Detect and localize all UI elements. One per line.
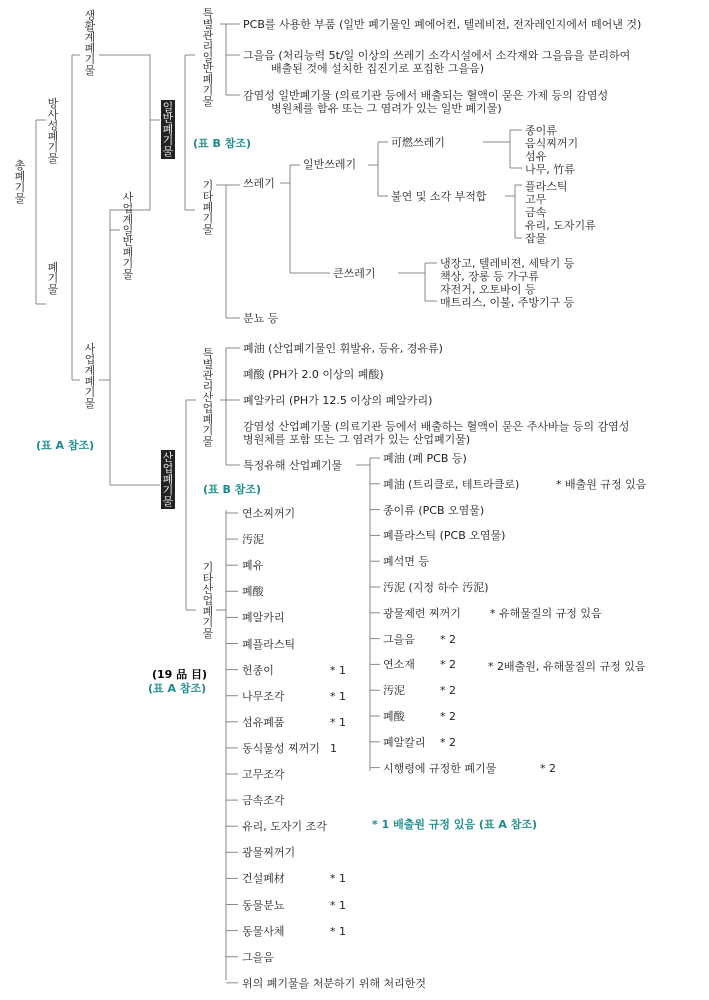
specific-hazardous-item: 그을음 [383,632,415,646]
specific-hazardous-item: 폐油 (트리클로, 테트라클로) [383,477,520,491]
note-1-label: * 1 배출원 규정 있음 (표 A 참조) [372,818,538,831]
combustible-item: 종이류 [525,124,557,137]
other-industrial-waste-node: 기타산업폐기물 [202,561,214,640]
industrial-category-node: 사업계폐기물 [84,342,96,410]
item-note: * 2 [440,632,456,646]
special-industrial-item: 감염성 산업폐기물 (의료기관 등에서 배출하는 혈액이 묻은 주사바늘 등의 감염성 병원체를 포함 또는 그 염려가 있는 산업폐기물) [243,420,630,446]
other-industrial-item: 건설폐材 [242,872,285,886]
item-note: * 1 [330,872,346,886]
bulky-item: 책상, 장롱 등 가구류 [440,270,539,283]
noncombustible-item: 플라스틱 [525,180,568,193]
other-industrial-item: 헌종이 [242,663,274,677]
noncombustible-item: 금속 [525,206,547,219]
waste-node: 폐기물 [47,261,59,296]
other-industrial-item: 위의 폐기물을 처분하기 위해 처리한것 [242,976,427,990]
other-industrial-item: 금속조각 [242,794,285,808]
combustible-item: 나무, 竹류 [525,163,575,176]
specific-hazardous-item: 汚泥 (지정 하수 汚泥) [383,581,489,594]
special-industrial-item: 폐油 (산업폐기물인 휘발유, 등유, 경유류) [243,342,443,355]
item-note: * 1 [330,898,346,912]
item-note: * 1 [330,715,346,729]
bulky-item: 냉장고, 텔레비젼, 세탁기 등 [440,257,575,270]
specific-hazardous-item: 시행령에 규정한 폐기물 [383,761,497,775]
item-note: * 1 [330,924,346,938]
bulky-item: 자전거, 오토바이 등 [440,283,536,296]
other-industrial-item: 폐酸 [242,585,264,599]
other-waste-node: 기타폐기물 [202,179,214,236]
other-industrial-item: 동식물성 찌꺼기 [242,741,320,755]
combustible-item: 섬유 [525,150,547,163]
item-note: * 유해물질의 규정 있음 [490,606,602,620]
industrial-general-waste-node: 사업계일반폐기물 [122,191,134,281]
total-waste-node: 총폐기물 [14,159,26,205]
ref-table-a-19: (표 A 참조) [148,682,207,695]
household-waste-node: 생활계폐기물 [84,9,96,77]
specific-hazardous-node: 특정유해 산업폐기물 [243,459,343,472]
item-note: 1 [330,741,337,755]
item-note: * 2 [540,761,556,775]
general-waste-node: 일반폐기물 [162,101,174,158]
special-general-item: PCB를 사용한 부품 (일반 폐기물인 폐에어컨, 텔레비젼, 전자레인지에서 떼어낸 것) [243,18,642,31]
other-industrial-item: 폐유 [242,559,264,573]
specific-hazardous-item: 연소재 [383,658,415,672]
noncombustible-item: 고무 [525,193,547,206]
industrial-waste-node: 산업폐기물 [162,451,174,508]
other-industrial-item: 汚泥 [242,533,264,547]
specific-hazardous-item: 폐플라스틱 (PCB 오염물) [383,529,506,543]
item-note: * 1 [330,663,346,677]
specific-hazardous-item: 폐油 (폐 PCB 등) [383,452,467,465]
item-note: * 2 [440,735,456,749]
other-industrial-item: 연소찌꺼기 [242,507,296,520]
noncombustible-item: 잡물 [525,232,547,245]
ref-table-b-top: (표 B 참조) [193,137,251,150]
item-note: * 배출원 규정 있음 [556,477,647,491]
ref-table-b-mid: (표 B 참조) [203,483,261,496]
special-industrial-item: 폐알카리 (PH가 12.5 이상의 폐알카리) [243,394,433,407]
other-industrial-item: 동물사체 [242,924,285,938]
other-industrial-item: 유리, 도자기 조각 [242,820,327,834]
specific-hazardous-item: 폐석면 등 [383,555,430,569]
cinders-extra-note: * 2배출원, 유해물질의 규정 있음 [488,660,646,673]
nineteen-items-label: (19 品 目) [152,668,208,681]
special-general-item: 감염성 일반폐기물 (의료기관 등에서 배출되는 혈액이 묻은 가제 등의 감염성 병원체를 함유 또는 그 염려가 있는 일반 폐기물) [243,89,609,115]
bulky-garbage-node: 큰쓰레기 [333,267,376,280]
other-industrial-item: 고무조각 [242,768,285,781]
item-note: * 2 [440,658,456,672]
special-general-waste-node: 특별관리일반폐기물 [202,7,214,108]
bulky-item: 매트리스, 이불, 주방기구 등 [440,296,575,309]
special-general-item: 그을음 (처리능력 5t/일 이상의 쓰레기 소각시설에서 소각재와 그을음을 분리하여 배출된 것에 설치한 집진기로 포집한 그을음) [243,49,631,75]
excreta-node: 분뇨 등 [243,312,279,325]
other-industrial-item: 광물찌꺼기 [242,846,296,860]
other-industrial-item: 나무조각 [242,689,285,703]
other-industrial-item: 그을음 [242,950,274,964]
general-garbage-node: 일반쓰레기 [303,158,357,171]
special-industrial-item: 폐酸 (PH가 2.0 이상의 폐酸) [243,368,384,381]
specific-hazardous-item: 종이류 (PCB 오염물) [383,503,485,517]
other-industrial-item: 폐알카리 [242,611,285,625]
noncombustible-item: 유리, 도자기류 [525,219,596,232]
other-industrial-item: 폐플라스틱 [242,637,296,651]
combustible-item: 음식찌꺼기 [525,137,579,150]
specific-hazardous-item: 광물제련 찌꺼기 [383,606,461,620]
specific-hazardous-item: 폐酸 [383,710,405,723]
combustible-node: 可燃쓰레기 [391,136,445,149]
noncombustible-node: 불연 및 소각 부적합 [391,190,487,203]
other-industrial-item: 섬유폐품 [242,715,285,729]
specific-hazardous-item: 폐알칼리 [383,735,426,749]
item-note: * 1 [330,689,346,703]
radioactive-waste-node: 방사성폐기물 [47,97,59,165]
special-industrial-waste-node: 특별관리산업폐기물 [202,347,214,448]
item-note: * 2 [440,710,456,723]
ref-table-a-left: (표 A 참조) [36,439,95,452]
item-note: * 2 [440,684,456,698]
other-industrial-item: 동물분뇨 [242,898,285,912]
garbage-node: 쓰레기 [243,177,275,190]
specific-hazardous-item: 汚泥 [383,684,405,698]
